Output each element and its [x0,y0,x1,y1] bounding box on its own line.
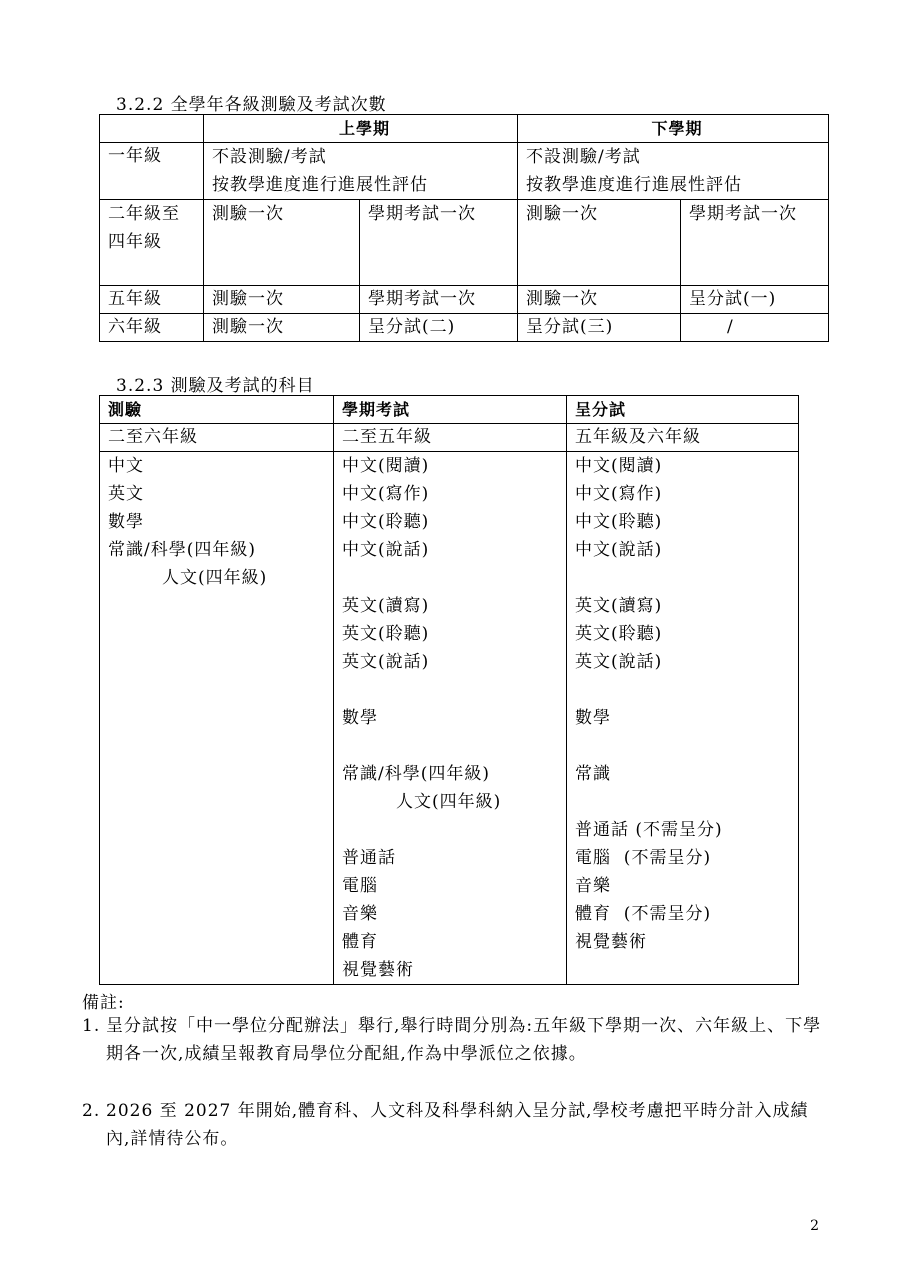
grade-range-cell: 二至五年級 [334,424,567,452]
subject-line: 中文 [108,456,144,476]
blank-line [342,816,566,844]
blank-line [575,564,798,592]
section-322-heading: 3.2.2 全學年各級測驗及考試次數 [116,95,387,115]
notes-title: 備註: [82,993,125,1013]
corner-cell [100,115,204,143]
subject-line: 中文(說話) [342,540,430,560]
table-cell: 測驗一次 [204,286,360,314]
subject-line: 英文 [108,484,144,504]
section-323-heading: 3.2.3 測驗及考試的科目 [116,376,315,396]
note-text: 呈分試按「中一學位分配辦法」舉行,舉行時間分別為:五年級下學期一次、六年級上、下學期各一次,成績呈報教育局學位分配組,作為中學派位之依據。 [106,1016,822,1064]
subject-line: 體育 (不需呈分) [575,904,712,924]
note-text: 2026 至 2027 年開始,體育科、人文科及科學科納入呈分試,學校考慮把平時分計入成績內,詳情待公布。 [106,1101,809,1149]
cell-line: 按教學進度進行進展性評估 [526,175,743,195]
subject-line: 人文(四年級) [162,568,268,588]
subject-line: 中文(閱讀) [342,456,430,476]
table-cell: 測驗一次 [204,314,360,342]
table-cell: / [681,314,829,342]
blank-line [342,732,566,760]
test-subjects-cell [100,452,334,985]
subject-line: 人文(四年級) [396,792,502,812]
cell-line: 測驗一次 [526,204,599,224]
table-cell [204,200,360,286]
cell-line: 二年級至 [108,204,180,224]
exam-subjects-table [99,395,799,985]
column-header-test: 測驗 [100,396,334,424]
subject-line: 音樂 [342,904,378,924]
subject-line: 中文(寫作) [342,484,430,504]
grade-range-cell: 二至六年級 [100,424,334,452]
note-number: 1. [82,1016,101,1036]
subject-line: 中文(聆聽) [342,512,430,532]
subject-line: 普通話 [342,848,396,868]
subject-line: 中文(寫作) [575,484,663,504]
subject-line: 普通話 (不需呈分) [575,820,723,840]
column-header-term-exam: 學期考試 [334,396,567,424]
cell-line: 測驗一次 [212,204,284,224]
table-cell: 測驗一次 [518,286,681,314]
exam-frequency-table [99,114,829,342]
cell-line: 按教學進度進行進展性評估 [212,175,428,195]
subject-line: 中文(聆聽) [575,512,663,532]
subject-line: 英文(說話) [575,652,663,672]
grade-cell [100,200,204,286]
table-cell [518,200,681,286]
subject-line: 常識 [575,764,611,784]
sa-exam-subjects-cell [567,452,799,985]
blank-line [575,788,798,816]
subject-line: 視覺藝術 [342,960,414,980]
table-cell: 呈分試(二) [360,314,518,342]
subject-line: 常識/科學(四年級) [108,540,256,560]
subject-line: 英文(聆聽) [342,624,430,644]
cell-line: 四年級 [108,232,162,252]
subject-line: 電腦 [342,876,378,896]
subject-line: 英文(聆聽) [575,624,663,644]
blank-line [575,732,798,760]
term-exam-subjects-cell [334,452,567,985]
subject-line: 常識/科學(四年級) [342,764,490,784]
blank-line [575,676,798,704]
grade-cell: 六年級 [100,314,204,342]
first-term-header: 上學期 [204,115,518,143]
column-header-sa-exam: 呈分試 [567,396,799,424]
subject-line: 視覺藝術 [575,932,647,952]
subject-line: 數學 [108,512,144,532]
cell-line: 不設測驗/考試 [526,147,641,167]
second-term-header: 下學期 [518,115,829,143]
first-term-cell [204,143,518,200]
table-cell: 學期考試一次 [360,286,518,314]
subject-line: 中文(閱讀) [575,456,663,476]
subject-line: 體育 [342,932,378,952]
subject-line: 數學 [575,708,611,728]
cell-line: 不設測驗/考試 [212,147,327,167]
subject-line: 中文(說話) [575,540,663,560]
grade-cell: 一年級 [100,143,204,200]
cell-line: 學期考試一次 [689,204,798,224]
note-item [82,1097,822,1153]
subject-line: 電腦 (不需呈分) [575,848,712,868]
grade-range-cell: 五年級及六年級 [567,424,799,452]
subject-line: 英文(讀寫) [575,596,663,616]
subject-line: 英文(說話) [342,652,430,672]
subject-line: 英文(讀寫) [342,596,430,616]
cell-line: 學期考試一次 [368,204,476,224]
note-item [82,1012,822,1068]
page-number: 2 [810,1218,819,1234]
subject-line: 音樂 [575,876,611,896]
subject-line: 數學 [342,708,378,728]
note-number: 2. [82,1101,101,1121]
grade-cell: 五年級 [100,286,204,314]
blank-line [342,676,566,704]
table-cell [360,200,518,286]
table-cell: 呈分試(一) [681,286,829,314]
table-cell: 呈分試(三) [518,314,681,342]
second-term-cell [518,143,829,200]
table-cell [681,200,829,286]
blank-line [342,564,566,592]
